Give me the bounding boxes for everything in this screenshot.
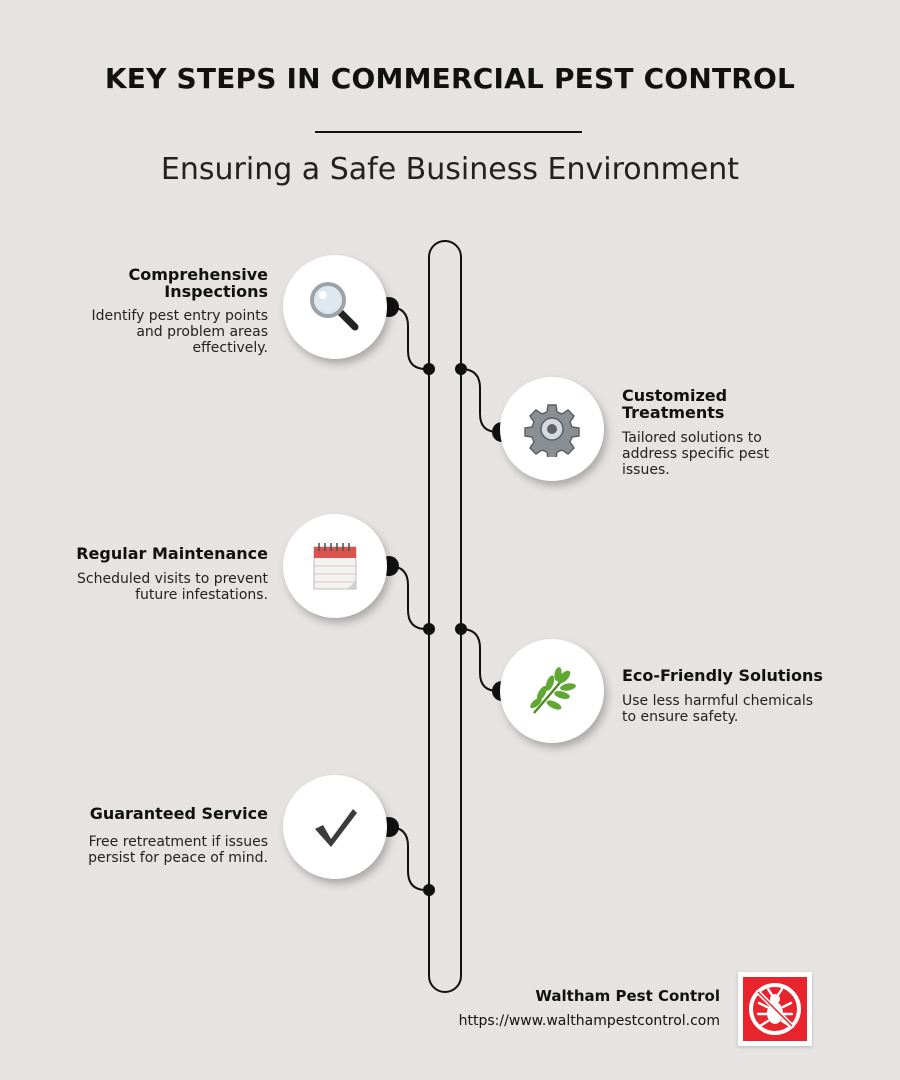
connector-step-4: [461, 629, 502, 691]
step-3-description: Scheduled visits to prevent future infestations.: [77, 571, 268, 603]
brand-logo: [738, 972, 812, 1046]
timeline-track: [429, 241, 461, 992]
step-4-title: Eco-Friendly Solutions: [622, 666, 823, 685]
step-1-description: Identify pest entry points and problem areas effectively.: [91, 308, 268, 356]
page-subtitle: Ensuring a Safe Business Environment: [160, 152, 740, 187]
connector-step-1: [389, 307, 429, 369]
brand-name: Waltham Pest Control: [535, 987, 720, 1005]
step-1-icon-circle: [283, 255, 387, 359]
leaf-icon: [524, 663, 580, 719]
step-2-icon-circle: [500, 377, 604, 481]
junction-dot-step-3: [423, 623, 435, 635]
step-5-icon-circle: [283, 775, 387, 879]
calendar-icon: [310, 539, 360, 593]
no-pest-logo-icon: [743, 977, 807, 1041]
junction-dot-step-1: [423, 363, 435, 375]
magnifying-glass-icon: [305, 277, 365, 337]
page-title: KEY STEPS IN COMMERCIAL PEST CONTROL: [104, 62, 796, 95]
junction-dot-step-4: [455, 623, 467, 635]
step-5-description: Free retreatment if issues persist for peace of mind.: [88, 834, 268, 866]
gear-icon: [524, 401, 580, 457]
website-link[interactable]: https://www.walthampestcontrol.com: [458, 1013, 720, 1029]
connector-step-5: [389, 827, 429, 890]
step-4-description: Use less harmful chemicals to ensure safety.: [622, 693, 814, 725]
checkmark-icon: [309, 801, 361, 853]
step-1-title: Comprehensive Inspections: [128, 265, 268, 301]
step-2-title: Customized Treatments: [622, 386, 728, 422]
junction-dot-step-2: [455, 363, 467, 375]
step-2-description: Tailored solutions to address specific pest issues.: [622, 430, 770, 478]
step-3-title: Regular Maintenance: [76, 544, 268, 563]
step-3-icon-circle: [283, 514, 387, 618]
connector-step-3: [389, 566, 429, 629]
step-5-title: Guaranteed Service: [89, 804, 268, 823]
step-4-icon-circle: [500, 639, 604, 743]
junction-dot-step-5: [423, 884, 435, 896]
connector-step-2: [461, 369, 502, 432]
